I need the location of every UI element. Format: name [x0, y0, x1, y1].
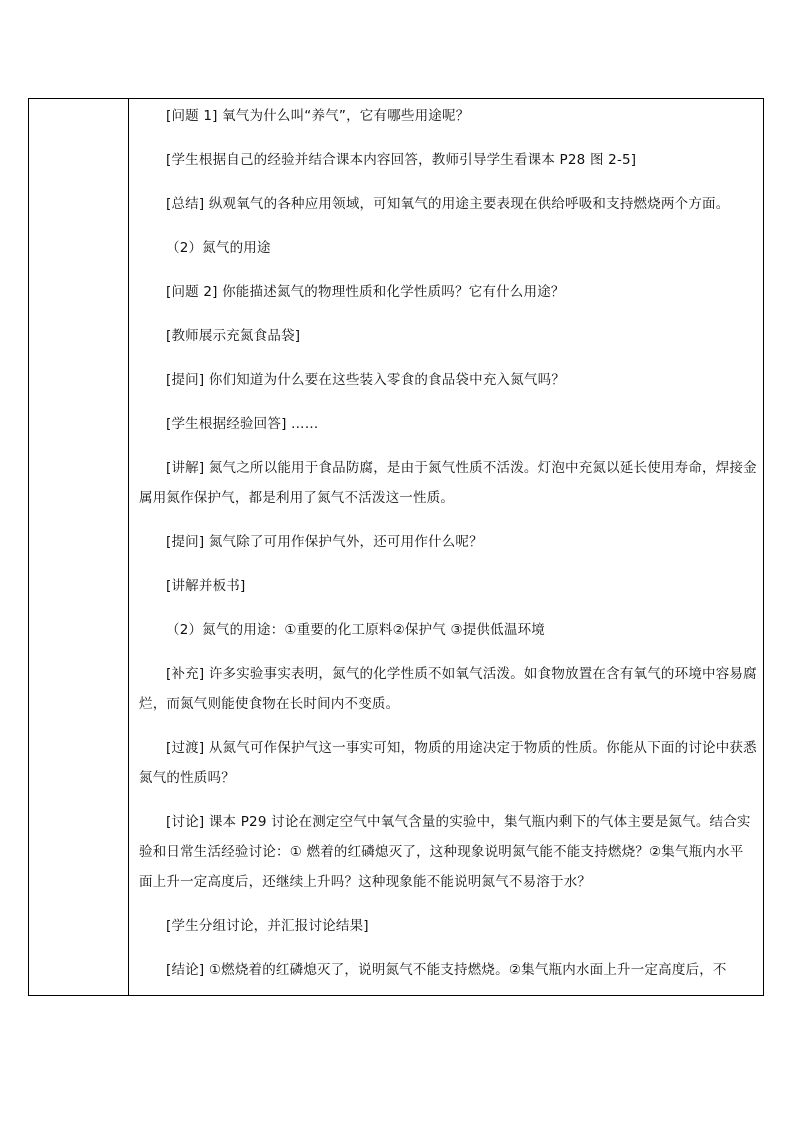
- paragraph-ask-1: [提问] 你们知道为什么要在这些装入零食的食品袋中充入氮气吗？: [166, 372, 566, 388]
- paragraph-student-answer-2: [学生根据经验回答] ……: [166, 416, 319, 432]
- lesson-table: [28, 98, 764, 996]
- paragraph-question-2: [问题 2] 你能描述氮气的物理性质和化学性质吗？它有什么用途？: [166, 284, 565, 300]
- paragraph-group-discussion: [学生分组讨论，并汇报讨论结果]: [166, 918, 369, 934]
- paragraph-question-1: [问题 1] 氧气为什么叫“养气”，它有哪些用途呢？: [166, 108, 470, 124]
- paragraph-explain-1: [讲解] 氮气之所以能用于食品防腐，是由于氮气性质不活泼。灯泡中充氮以延长使用寿命，焊接金属用氮作保护气，都是利用了氮气不活泼这一性质。: [139, 460, 757, 506]
- paragraph-supplement: [补充] 许多实验事实表明，氮气的化学性质不如氧气活泼。如食物放置在含有氧气的环境中容易腐烂，而氮气则能使食物在长时间内不变质。: [139, 666, 757, 712]
- paragraph-ask-2: [提问] 氮气除了可用作保护气外，还可用作什么呢？: [166, 534, 483, 550]
- paragraph-student-answer-1: [学生根据自己的经验并结合课本内容回答，教师引导学生看课本 P28 图 2-5]: [166, 152, 637, 168]
- left-column-cell: [29, 99, 129, 995]
- paragraph-teacher-demo: [教师展示充氮食品袋]: [166, 328, 301, 344]
- paragraph-summary: [总结] 纵观氧气的各种应用领域，可知氧气的用途主要表现在供给呼吸和支持燃烧两个方面。: [166, 196, 730, 212]
- content-cell: [130, 99, 763, 995]
- paragraph-conclusion: [结论] ①燃烧着的红磷熄灭了，说明氮气不能支持燃烧。②集气瓶内水面上升一定高度后，不: [166, 962, 727, 978]
- paragraph-nitrogen-uses-list: （2）氮气的用途：①重要的化工原料②保护气 ③提供低温环境: [166, 622, 545, 638]
- paragraph-transition: [过渡] 从氮气可作保护气这一事实可知，物质的用途决定于物质的性质。你能从下面的讨论中获悉氮气的性质吗？: [139, 740, 757, 786]
- paragraph-nitrogen-uses-heading: （2）氮气的用途: [166, 240, 271, 256]
- paragraph-explain-board: [讲解并板书]: [166, 578, 246, 594]
- paragraph-discussion: [讨论] 课本 P29 讨论在测定空气中氧气含量的实验中，集气瓶内剩下的气体主要是氮气。结合实验和日常生活经验讨论：① 燃着的红磷熄灭了，这种现象说明氮气能不能支持燃烧？②集气瓶内水平面上升一定高度后，还继续上升吗？这种现象能不能说明氮气不易溶于水？: [139, 814, 751, 890]
